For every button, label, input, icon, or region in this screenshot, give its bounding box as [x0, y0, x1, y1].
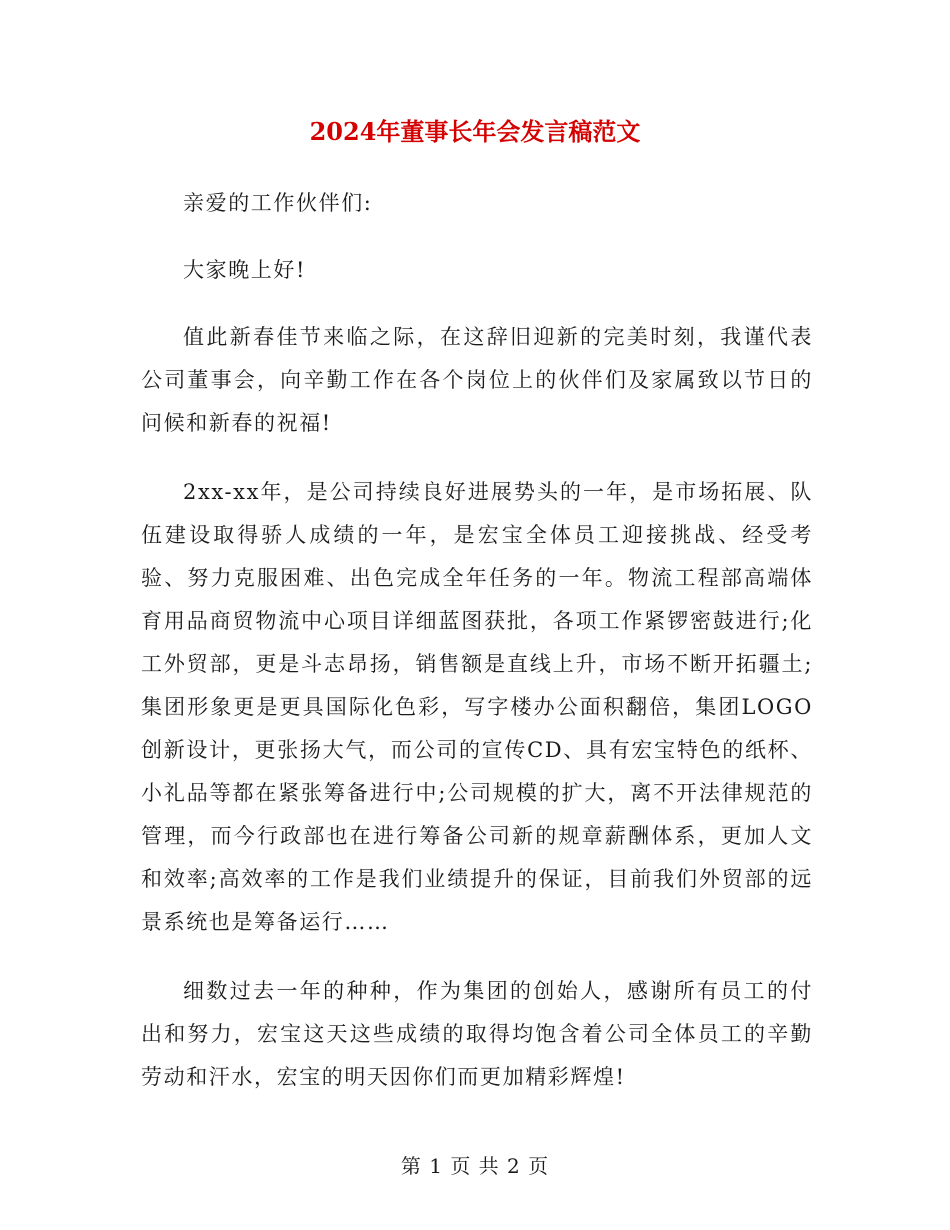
document-body	[141, 182, 813, 1125]
page-number-footer: 第 1 页 共 2 页	[400, 1154, 550, 1178]
body-paragraph: 2xx-xx年，是公司持续良好进展势头的一年，是市场拓展、队伍建设取得骄人成绩的一年，是宏宝全体员工迎接挑战、经受考验、努力克服困难、出色完成全年任务的一年。物流工程部高端体育用品商贸物流中心项目详细蓝图获批，各项工作紧锣密鼓进行;化工外贸部，更是斗志昂扬，销售额是直线上升，市场不断开拓疆土;集团形象更是更具国际化色彩，写字楼办公面积翻倍，集团LOGO创新设计，更张扬大气，而公司的宣传CD、具有宏宝特色的纸杯、小礼品等都在紧张筹备进行中;公司规模的扩大，离不开法律规范的管理，而今行政部也在进行筹备公司新的规章薪酬体系，更加人文和效率;高效率的工作是我们业绩提升的保证，目前我们外贸部的远景系统也是筹备运行……	[141, 480, 813, 934]
greeting-paragraph: 大家晚上好!	[183, 258, 307, 282]
document-title: 2024年董事长年会发言稿范文	[309, 117, 641, 146]
body-paragraph: 值此新春佳节来临之际，在这辞旧迎新的完美时刻，我谨代表公司董事会，向辛勤工作在各个岗位上的伙伴们及家属致以节日的问候和新春的祝福!	[141, 325, 813, 435]
body-paragraph: 细数过去一年的种种，作为集团的创始人，感谢所有员工的付出和努力，宏宝这天这些成绩的取得均饱含着公司全体员工的辛勤劳动和汗水，宏宝的明天因你们而更加精彩辉煌!	[141, 979, 813, 1089]
salutation-paragraph: 亲爱的工作伙伴们:	[183, 191, 373, 215]
